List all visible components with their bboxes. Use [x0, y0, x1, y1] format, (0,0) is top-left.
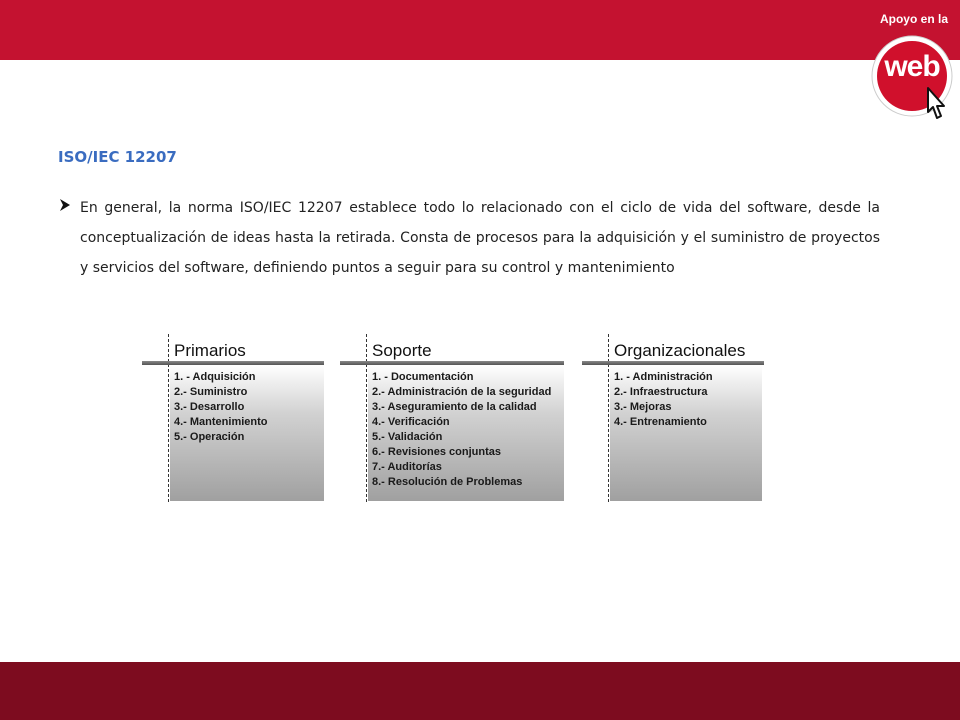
- column-header: [608, 334, 764, 362]
- slide-title: ISO/IEC 12207: [58, 148, 177, 166]
- column-title: Primarios: [174, 341, 246, 360]
- process-list: [170, 365, 324, 445]
- column-body: [170, 365, 324, 501]
- arrow-bullet-icon: [58, 198, 72, 212]
- list-item: 1. - Administración: [614, 371, 713, 383]
- list-item: 5.- Validación: [372, 431, 443, 443]
- list-item: 2.- Administración de la seguridad: [372, 386, 552, 398]
- process-list: [368, 365, 564, 490]
- column-body: [368, 365, 564, 501]
- list-item: 2.- Infraestructura: [614, 386, 708, 398]
- list-item: 3.- Aseguramiento de la calidad: [372, 401, 537, 413]
- apoyo-web-logo: [868, 8, 960, 128]
- column-title: Organizacionales: [614, 341, 746, 360]
- column-header: [168, 334, 326, 362]
- list-item: 6.- Revisiones conjuntas: [372, 446, 501, 458]
- column-title: Soporte: [372, 341, 432, 360]
- footer-band: [0, 662, 960, 720]
- column-body: [610, 365, 762, 501]
- header-band: [0, 0, 960, 60]
- list-item: 4.- Mantenimiento: [174, 416, 268, 428]
- list-item: 4.- Entrenamiento: [614, 416, 707, 428]
- list-item: 4.- Verificación: [372, 416, 450, 428]
- process-list: [610, 365, 762, 430]
- column-header: [366, 334, 566, 362]
- list-item: 1. - Adquisición: [174, 371, 256, 383]
- list-item: 7.- Auditorías: [372, 461, 442, 473]
- list-item: 8.- Resolución de Problemas: [372, 476, 523, 488]
- description-paragraph: En general, la norma ISO/IEC 12207 establece todo lo relacionado con el ciclo de vida del software, desde la conceptualización de ideas hasta la retirada. Consta de procesos para la adquisición y el suministro de proyectos y servicios del software, definiendo puntos a seguir para su control y mantenimiento: [80, 200, 880, 276]
- list-item: 3.- Desarrollo: [174, 401, 245, 413]
- logo-word: web: [884, 50, 940, 83]
- list-item: 1. - Documentación: [372, 371, 474, 383]
- list-item: 3.- Mejoras: [614, 401, 672, 413]
- list-item: 2.- Suministro: [174, 386, 248, 398]
- logo-caption: Apoyo en la: [879, 12, 948, 26]
- list-item: 5.- Operación: [174, 431, 245, 443]
